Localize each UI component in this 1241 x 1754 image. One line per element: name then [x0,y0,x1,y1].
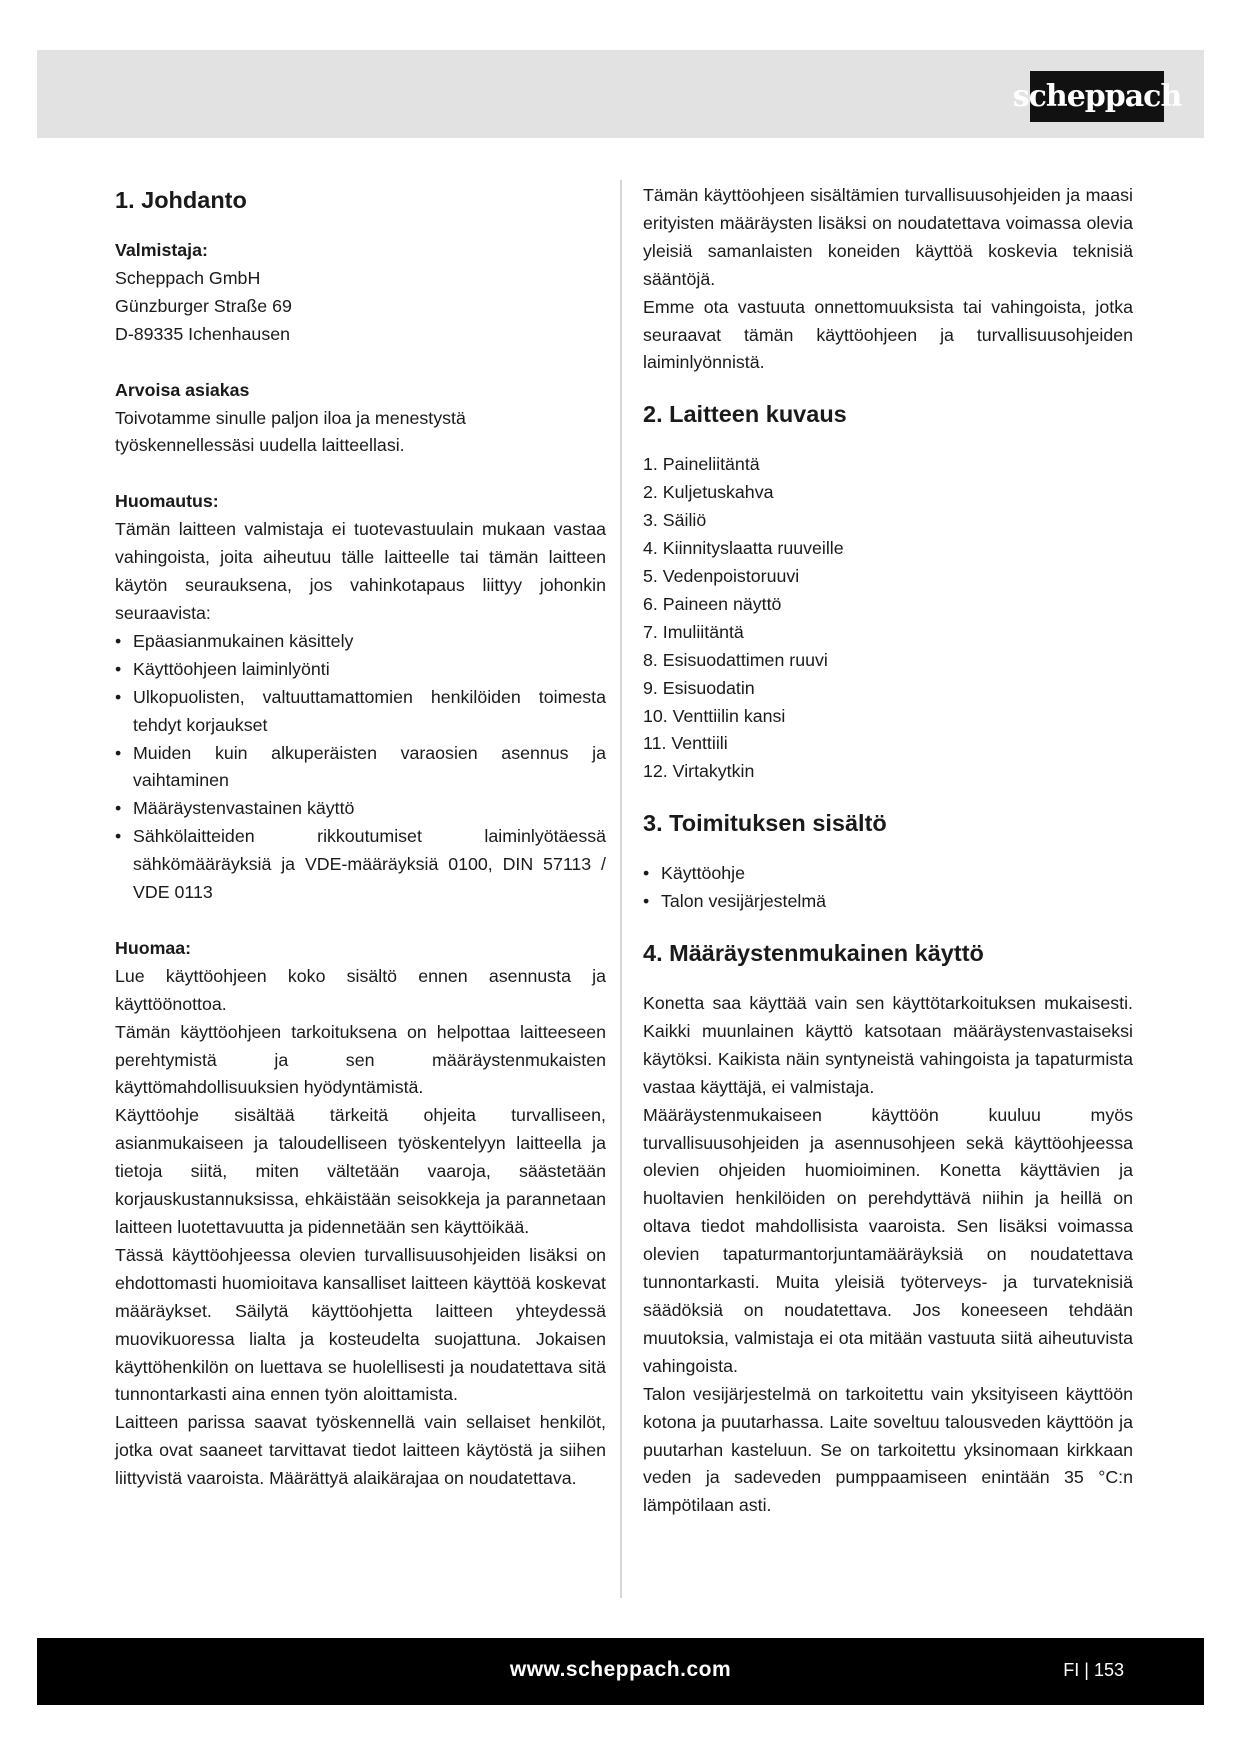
parts-list [643,451,1133,786]
intro-paragraph: Tämän käyttöohjeen sisältämien turvallisuusohjeiden ja maasi erityisten määräysten lisäksi on noudatettava voimassa olevia yleisiä samanlaisten koneiden käyttöä koskevia teknisiä sääntöjä. [643,185,1133,289]
manufacturer-label: Valmistaja: [115,240,208,260]
list-item: 6. Paineen näyttö [643,593,782,614]
page-header [37,50,1204,138]
manufacturer-line: Günzburger Straße 69 [115,295,292,316]
column-divider [620,180,622,1598]
list-item: • Epäasianmukainen käsittely [115,628,606,656]
section-heading-introduction: 1. Johdanto [115,187,247,213]
use-paragraph: Määräystenmukaiseen käyttöön kuuluu myös turvallisuusohjeiden ja asennusohjeen sekä käyttöohjeessa olevien ohjeiden huomioiminen. Konetta käyttävien ja huoltavien henkilöiden on perehdyttävä niihin ja heillä on oltava tiedot mahdollisista vaaroista. Sen lisäksi voimassa olevien tapaturmantorjuntamääräyksiä on noudatettava tunnontarkasti. Muita yleisiä työterveys- ja turvateknisiä säädöksiä on noudatettava. Jos koneeseen tehdään muutoksia, valmistaja ei ota mitään vastuuta siitä aiheutuvista vahingoista. [643,1104,1133,1376]
page-number: FI | 153 [1063,1660,1124,1680]
note-paragraph: Laitteen parissa saavat työskennellä vain sellaiset henkilöt, jotka ovat saaneet tarvittavat tiedot laitteen käytöstä ja siihen liittyvistä vaaroista. Määrättyä alaikärajaa on noudatettava. [115,1412,606,1489]
customer-label: Arvoisa asiakas [115,379,250,400]
list-item: 8. Esisuodattimen ruuvi [643,649,828,670]
list-item: 5. Vedenpoistoruuvi [643,565,800,586]
list-item: • Talon vesijärjestelmä [643,888,1133,916]
list-item: 3. Säiliö [643,510,707,531]
delivery-list [643,860,1133,916]
list-item: • Ulkopuolisten, valtuuttamattomien henkilöiden toimesta tehdyt korjaukset [115,684,606,740]
left-column [115,182,606,1493]
section-heading-delivery: 3. Toimituksen sisältö [643,810,887,837]
note-paragraph: Tässä käyttöohjeessa olevien turvallisuusohjeiden lisäksi on ehdottomasti huomioitava kansalliset laitteen käyttöä koskevat määräykset. Säilytä käyttöohjetta laitteen yhteydessä muovikuoressa lialta ja kosteudelta suojattuna. Jokaisen käyttöhenkilön on luettava se huolellisesti ja noudatettava sitä tunnontarkasti aina ennen työn aloittamista. [115,1244,606,1405]
list-item: • Sähkölaitteiden rikkoutumiset laiminlyötäessä sähkömääräyksiä ja VDE-määräyksiä 0100, DIN 57113 / VDE 0113 [115,823,606,907]
note-paragraph: Tämän käyttöohjeen tarkoituksena on helpottaa laitteeseen perehtymistä ja sen määräystenmukaisten käyttömahdollisuuksien hyödyntämistä. [115,1021,606,1098]
list-item: • Käyttöohjeen laiminlyönti [115,656,606,684]
notice-label: Huomautus: [115,491,219,512]
manufacturer-line: D-89335 Ichenhausen [115,323,290,344]
section-heading-intended-use: 4. Määräystenmukainen käyttö [643,940,984,967]
list-item: 7. Imuliitäntä [643,621,744,642]
manufacturer-line: Scheppach GmbH [115,267,261,288]
website-link[interactable]: www.scheppach.com [509,1658,732,1681]
list-item: 2. Kuljetuskahva [643,482,774,503]
note-label: Huomaa: [115,937,192,958]
list-item: 12. Virtakytkin [643,761,755,782]
customer-text: Toivotamme sinulle paljon iloa ja menestystä työskennellessäsi uudella laitteellasi. [115,407,466,456]
list-item: 9. Esisuodatin [643,677,755,698]
note-paragraph: Lue käyttöohjeen koko sisältö ennen asennusta ja käyttöönottoa. [115,965,606,1014]
use-paragraph: Talon vesijärjestelmä on tarkoitettu vain yksityiseen käyttöön kotona ja puutarhassa. Laite soveltuu talousveden käyttöön ja puutarhan kasteluun. Se on tarkoitettu yksinomaan kirkkaan veden ja sadeveden pumppaamiseen enintään 35 °C:n lämpötilaan asti. [643,1383,1133,1516]
notice-list [115,628,606,907]
notice-text: Tämän laitteen valmistaja ei tuotevastuulain mukaan vastaa vahingoista, joita aiheutuu tälle laitteelle tai tämän laitteen käytön seurauksena, jos vahinkotapaus liittyy johonkin seuraavista: [115,519,606,623]
scheppach-logo: scheppach [1030,71,1164,122]
section-heading-description: 2. Laitteen kuvaus [643,401,847,428]
intro-paragraph: Emme ota vastuuta onnettomuuksista tai vahingoista, jotka seuraavat tämän käyttöohjeen ja turvallisuusohjeiden laiminlyönnistä. [643,296,1133,373]
use-paragraph: Konetta saa käyttää vain sen käyttötarkoituksen mukaisesti. Kaikki muunlainen käyttö katsotaan määräystenvastaiseksi käytöksi. Kaikista näin syntyneistä vahingoista ja tapaturmista vastaa käyttäjä, ei valmistaja. [643,993,1133,1097]
right-column [643,182,1133,1520]
page-footer [37,1638,1204,1705]
list-item: • Määräystenvastainen käyttö [115,795,606,823]
note-paragraph: Käyttöohje sisältää tärkeitä ohjeita turvalliseen, asianmukaiseen ja taloudelliseen työskentelyyn laitteella ja tietoja siitä, miten vältetään vaaroja, säästetään korjauskustannuksissa, ehkäistään seisokkeja ja parannetaan laitteen luotettavuutta ja pidennetään sen käyttöikää. [115,1105,606,1237]
list-item: • Muiden kuin alkuperäisten varaosien asennus ja vaihtaminen [115,740,606,796]
list-item: 11. Venttiili [643,733,728,754]
list-item: 1. Paineliitäntä [643,454,760,475]
list-item: • Käyttöohje [643,860,1133,888]
list-item: 4. Kiinnityslaatta ruuveille [643,538,844,559]
list-item: 10. Venttiilin kansi [643,705,786,726]
